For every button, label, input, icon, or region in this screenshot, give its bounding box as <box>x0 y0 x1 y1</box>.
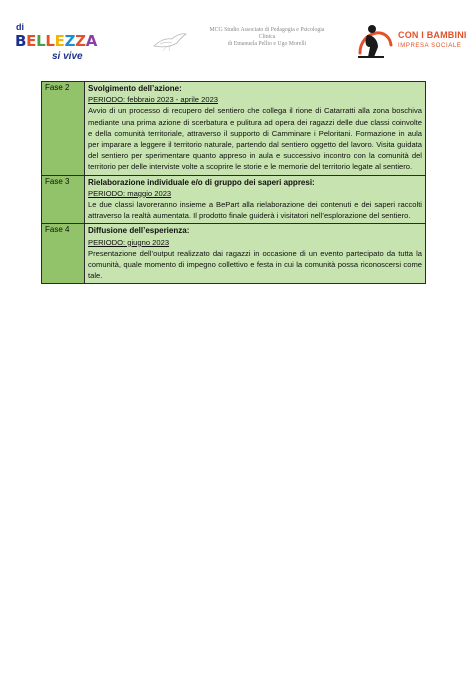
logo-letter: E <box>26 32 37 50</box>
phase-label: Fase 3 <box>42 175 85 224</box>
phase-period: PERIODO: maggio 2023 <box>88 188 172 198</box>
di-bellezza-si-vive-logo <box>14 20 98 66</box>
phases-table <box>41 81 426 284</box>
studio-name-cont: Clinica <box>258 34 276 40</box>
studio-letterhead <box>196 27 338 48</box>
table-row <box>42 82 426 176</box>
logo-letter: B <box>15 32 27 50</box>
phase-title: Rielaborazione individuale e/o di gruppo dei saperi appresi: <box>88 177 315 187</box>
studio-owners: di Emanuela Pellio e Ugo Morelli <box>227 41 307 47</box>
page-header <box>0 0 476 70</box>
phase-body <box>85 82 426 176</box>
phase-body <box>85 224 426 284</box>
phase-description: Avvio di un processo di recupero del sentiero che collega il rione di Catarratti alla zona boschiva mediante una prima azione di scerbatura e pulitura ad opera dei ragazzi delle due classi coinvolte e della comunità territoriale, attraverso il supporto di Camminare i Peloritani. Formazione in aula per imparare a leggere il territorio naturale, partendo dal sentiero oggetto del lavoro. Visita guidata del sentiero per sperimentare quanto appreso in aula e successivo incontro con la comunità del territorio per delle interviste volte a scoprire le storie e le memorie del territorio legate al sentiero. <box>88 106 422 172</box>
logo-word <box>15 32 97 50</box>
phase-description: Le due classi lavoreranno insieme a BePart alla rielaborazione dei contenuti e dei saperi raccolti attraverso la realtà aumentata. Il prodotto finale guiderà i visitatori nell’esplorazione del sentiero. <box>88 200 422 221</box>
con-i-bambini-icon <box>354 23 396 61</box>
logo-letter: A <box>85 32 98 50</box>
logo-letter: L <box>36 32 46 50</box>
logo-letter: Z <box>64 32 76 50</box>
table-row <box>42 224 426 284</box>
phase-description: Presentazione dell’output realizzato dai ragazzi in occasione di un evento partecipato da tutta la comunità, quale momento di impegno collettivo e festa in cui la comunità possa riconoscersi come tale. <box>88 248 422 281</box>
phase-title: Diffusione dell’esperienza: <box>88 226 190 236</box>
bird-emblem-icon <box>152 30 188 52</box>
phase-label: Fase 2 <box>42 82 85 176</box>
logo-letter: E <box>54 32 65 50</box>
phase-label: Fase 4 <box>42 224 85 284</box>
logo-letter: Z <box>75 32 86 50</box>
phase-period: PERIODO: febbraio 2023 - aprile 2023 <box>88 95 219 105</box>
studio-name: MCG Studio Associato di Pedagogia e Psicologia <box>209 27 325 33</box>
phase-title: Svolgimento dell’azione: <box>88 84 182 93</box>
logo-letter: L <box>45 32 55 50</box>
logo-prefix: di <box>16 22 24 32</box>
con-i-bambini-title: CON I BAMBINI <box>398 30 467 40</box>
phase-period: PERIODO: giugno 2023 <box>88 237 170 247</box>
table-row <box>42 175 426 224</box>
phase-body <box>85 175 426 224</box>
logo-suffix: si vive <box>52 51 83 62</box>
con-i-bambini-subtitle: IMPRESA SOCIALE <box>398 43 462 49</box>
